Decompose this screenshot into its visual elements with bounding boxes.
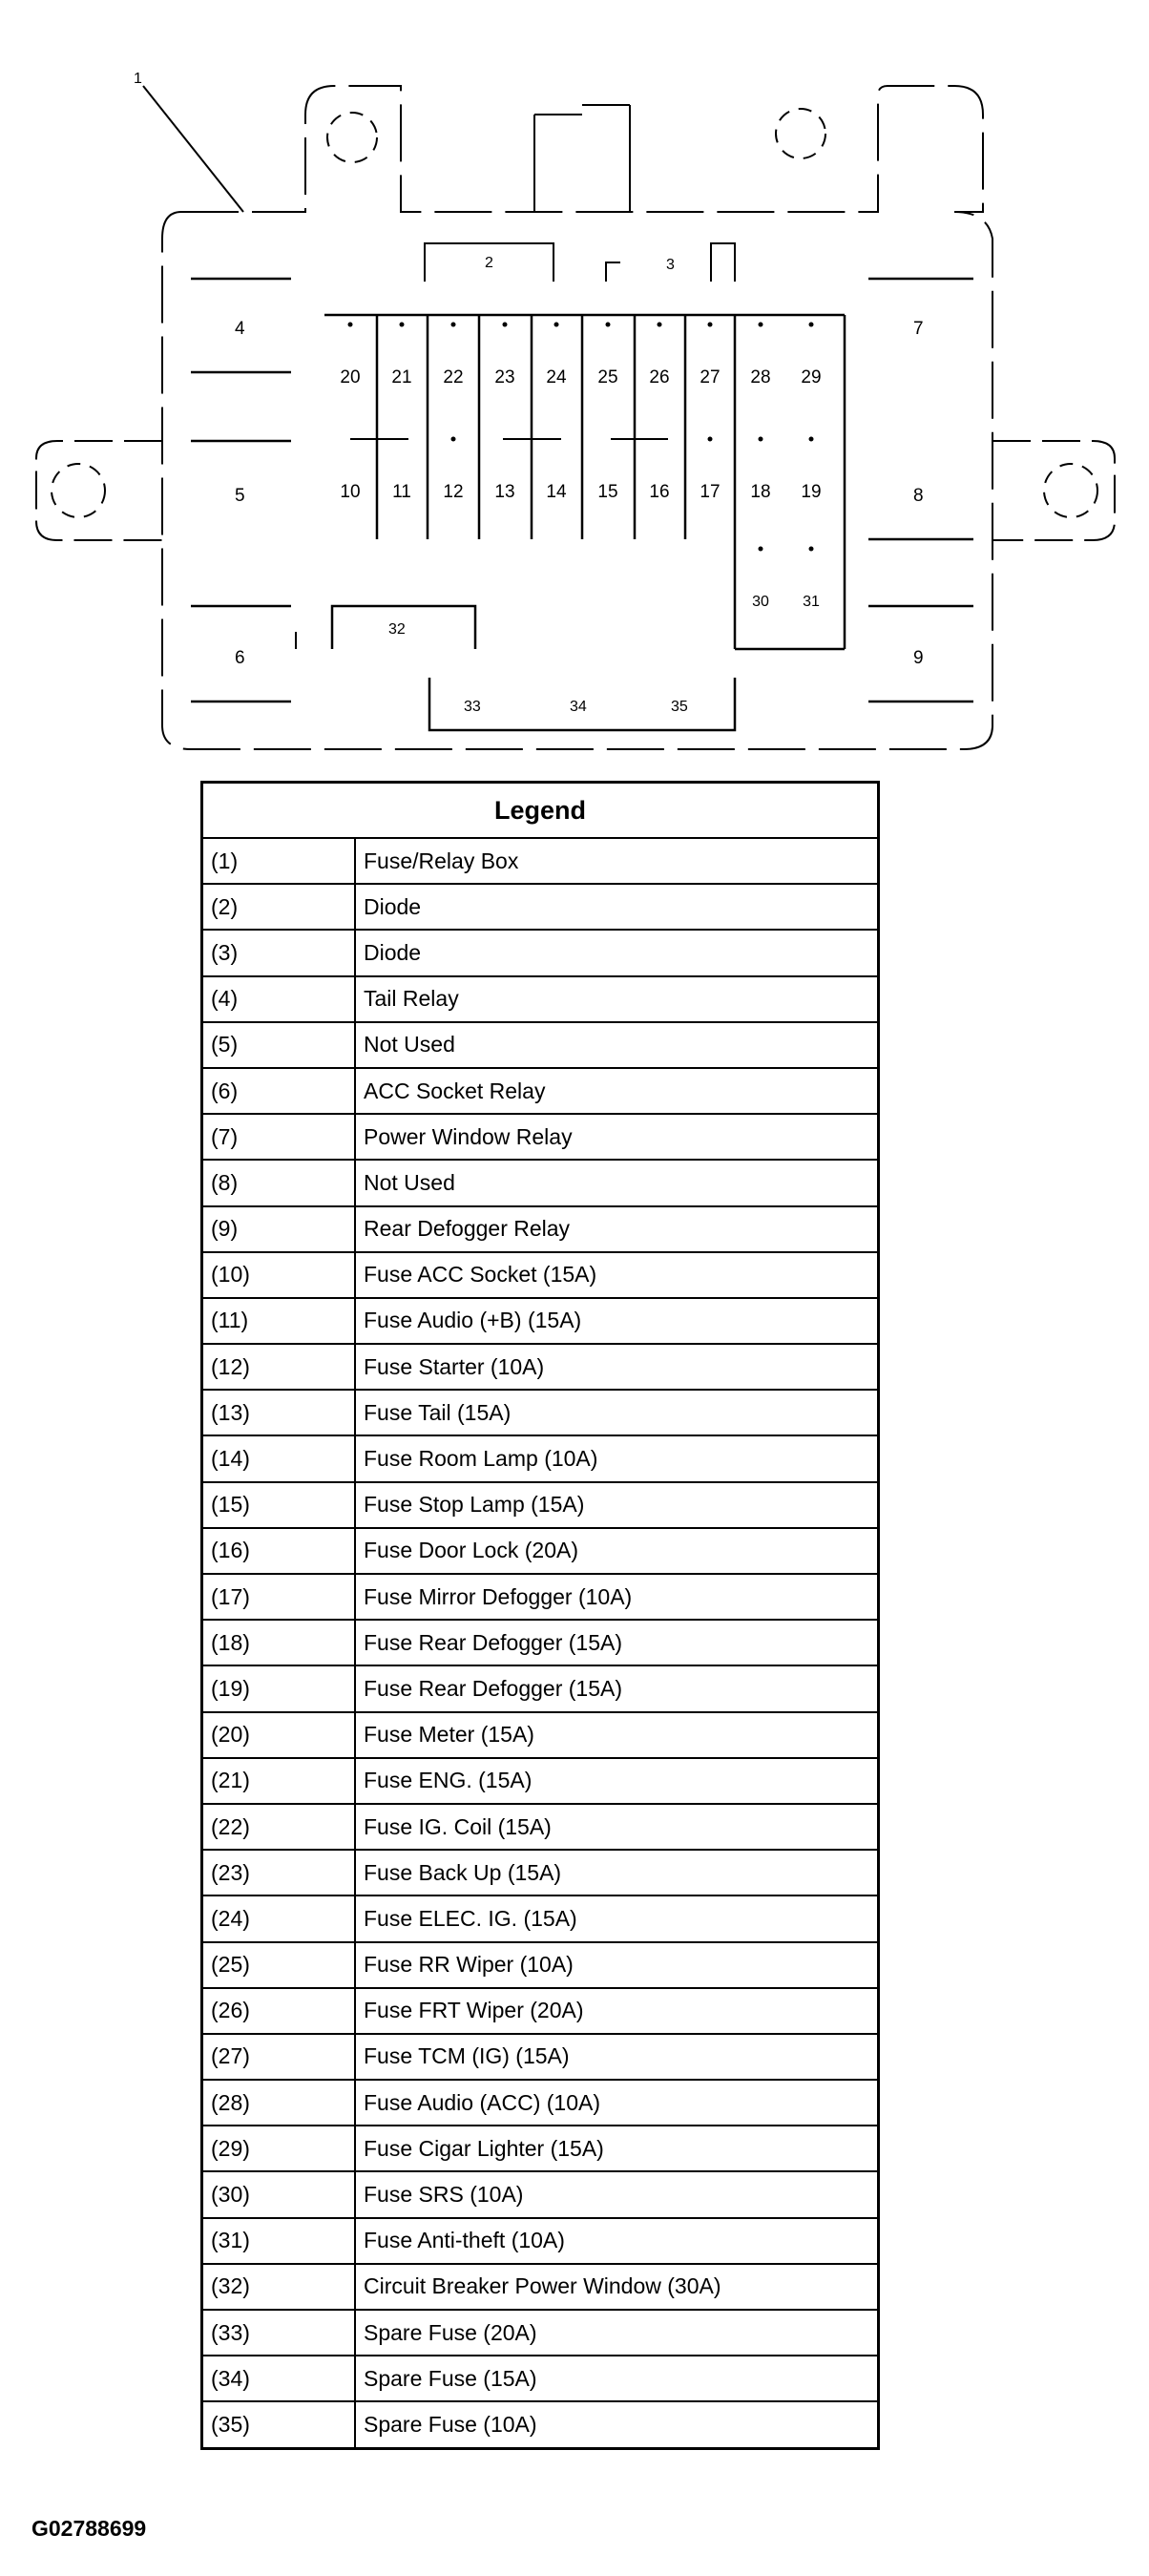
legend-row bbox=[202, 1528, 879, 1574]
legend-description: Fuse FRT Wiper (20A) bbox=[355, 1988, 879, 2034]
legend-row bbox=[202, 1206, 879, 1252]
legend-description: Spare Fuse (15A) bbox=[355, 2356, 879, 2401]
legend-description: Tail Relay bbox=[355, 976, 879, 1022]
legend-description: Rear Defogger Relay bbox=[355, 1206, 879, 1252]
legend-row bbox=[202, 1068, 879, 1114]
fuse-number: 17 bbox=[700, 482, 721, 502]
legend-description: Not Used bbox=[355, 1022, 879, 1068]
legend-row bbox=[202, 1160, 879, 1205]
callout-35: 35 bbox=[671, 699, 688, 715]
fuse-contacts bbox=[348, 323, 814, 552]
legend-row bbox=[202, 2310, 879, 2356]
legend-row bbox=[202, 1988, 879, 2034]
legend-row bbox=[202, 976, 879, 1022]
legend-row bbox=[202, 1114, 879, 1160]
legend-description: Fuse Back Up (15A) bbox=[355, 1850, 879, 1895]
legend-number: (31) bbox=[202, 2218, 356, 2264]
fuse-number: 10 bbox=[340, 482, 361, 502]
legend-title: Legend bbox=[202, 783, 879, 839]
legend-row bbox=[202, 1804, 879, 1850]
legend-description: Spare Fuse (20A) bbox=[355, 2310, 879, 2356]
callout-3: 3 bbox=[666, 257, 675, 273]
legend-row bbox=[202, 2218, 879, 2264]
callout-5: 5 bbox=[235, 486, 245, 506]
legend-number: (17) bbox=[202, 1574, 356, 1620]
fuse-number: 29 bbox=[801, 367, 822, 387]
legend-description: Fuse Audio (+B) (15A) bbox=[355, 1298, 879, 1344]
legend-number: (8) bbox=[202, 1160, 356, 1205]
legend-row bbox=[202, 930, 879, 975]
legend-number: (23) bbox=[202, 1850, 356, 1895]
legend-row bbox=[202, 2356, 879, 2401]
legend-row bbox=[202, 838, 879, 884]
legend-row bbox=[202, 2264, 879, 2310]
legend-description: Fuse Room Lamp (10A) bbox=[355, 1435, 879, 1481]
legend-row bbox=[202, 2126, 879, 2171]
legend-row bbox=[202, 1435, 879, 1481]
fuse-number: 31 bbox=[803, 594, 820, 610]
fuse-number: 19 bbox=[801, 482, 822, 502]
legend-number: (10) bbox=[202, 1252, 356, 1298]
legend-description: Fuse/Relay Box bbox=[355, 838, 879, 884]
legend-number: (5) bbox=[202, 1022, 356, 1068]
legend-description: Fuse SRS (10A) bbox=[355, 2171, 879, 2217]
legend-number: (3) bbox=[202, 930, 356, 975]
callout-2: 2 bbox=[485, 255, 493, 271]
legend-row bbox=[202, 1665, 879, 1711]
legend-number: (13) bbox=[202, 1390, 356, 1435]
fuse-number: 21 bbox=[391, 367, 412, 387]
fuse-number: 28 bbox=[750, 367, 771, 387]
legend-number: (32) bbox=[202, 2264, 356, 2310]
legend-table bbox=[200, 781, 880, 2450]
callout-32: 32 bbox=[388, 621, 406, 638]
fuse-number: 12 bbox=[443, 482, 464, 502]
legend-row bbox=[202, 1344, 879, 1390]
legend-description: Fuse TCM (IG) (15A) bbox=[355, 2034, 879, 2080]
diode-brackets bbox=[425, 243, 735, 282]
fuse-number: 22 bbox=[443, 367, 464, 387]
legend-header-row bbox=[202, 783, 879, 839]
legend-number: (16) bbox=[202, 1528, 356, 1574]
legend-number: (6) bbox=[202, 1068, 356, 1114]
fuse-number: 26 bbox=[649, 367, 670, 387]
fuse-number: 27 bbox=[700, 367, 721, 387]
legend-description: Fuse Meter (15A) bbox=[355, 1712, 879, 1758]
legend-number: (24) bbox=[202, 1895, 356, 1941]
legend-number: (7) bbox=[202, 1114, 356, 1160]
legend-description: Fuse Cigar Lighter (15A) bbox=[355, 2126, 879, 2171]
legend-body bbox=[202, 838, 879, 2448]
legend-number: (20) bbox=[202, 1712, 356, 1758]
legend-description: Circuit Breaker Power Window (30A) bbox=[355, 2264, 879, 2310]
legend-row bbox=[202, 1895, 879, 1941]
figure-id: G02788699 bbox=[31, 2516, 147, 2541]
legend-row bbox=[202, 1620, 879, 1665]
callout-34: 34 bbox=[570, 699, 587, 715]
legend-description: Fuse ENG. (15A) bbox=[355, 1758, 879, 1804]
fuse-box-outline bbox=[36, 86, 1115, 749]
legend-number: (14) bbox=[202, 1435, 356, 1481]
fuse-number: 16 bbox=[649, 482, 670, 502]
fuse-number: 18 bbox=[750, 482, 771, 502]
legend-row bbox=[202, 1482, 879, 1528]
legend-number: (1) bbox=[202, 838, 356, 884]
legend-number: (30) bbox=[202, 2171, 356, 2217]
legend-row bbox=[202, 1850, 879, 1895]
legend-number: (26) bbox=[202, 1988, 356, 2034]
legend-description: Fuse ACC Socket (15A) bbox=[355, 1252, 879, 1298]
legend-row bbox=[202, 884, 879, 930]
fuse-number: 14 bbox=[546, 482, 567, 502]
legend-number: (12) bbox=[202, 1344, 356, 1390]
legend-description: Fuse Starter (10A) bbox=[355, 1344, 879, 1390]
legend-row bbox=[202, 1022, 879, 1068]
fuse-number: 30 bbox=[752, 594, 769, 610]
fuse-number: 23 bbox=[494, 367, 515, 387]
legend-row bbox=[202, 1252, 879, 1298]
fuse-number: 13 bbox=[494, 482, 515, 502]
fuse-number: 25 bbox=[597, 367, 618, 387]
fuse-number: 20 bbox=[340, 367, 361, 387]
legend-description: Fuse Rear Defogger (15A) bbox=[355, 1665, 879, 1711]
legend-description: Fuse Rear Defogger (15A) bbox=[355, 1620, 879, 1665]
legend-number: (25) bbox=[202, 1942, 356, 1988]
callout-4: 4 bbox=[235, 319, 245, 339]
legend-description: Fuse Door Lock (20A) bbox=[355, 1528, 879, 1574]
legend-row bbox=[202, 2080, 879, 2126]
legend-number: (11) bbox=[202, 1298, 356, 1344]
legend-number: (35) bbox=[202, 2401, 356, 2448]
legend-number: (33) bbox=[202, 2310, 356, 2356]
legend-number: (21) bbox=[202, 1758, 356, 1804]
legend-description: Diode bbox=[355, 884, 879, 930]
callout-1-leader bbox=[143, 86, 243, 212]
legend-number: (19) bbox=[202, 1665, 356, 1711]
legend-description: Not Used bbox=[355, 1160, 879, 1205]
callout-6: 6 bbox=[235, 648, 245, 668]
legend-description: Diode bbox=[355, 930, 879, 975]
legend-number: (34) bbox=[202, 2356, 356, 2401]
legend-row bbox=[202, 2034, 879, 2080]
legend-description: Fuse RR Wiper (10A) bbox=[355, 1942, 879, 1988]
legend-row bbox=[202, 1712, 879, 1758]
legend-number: (29) bbox=[202, 2126, 356, 2171]
legend-row bbox=[202, 1390, 879, 1435]
legend-number: (27) bbox=[202, 2034, 356, 2080]
legend-row bbox=[202, 1758, 879, 1804]
legend-number: (18) bbox=[202, 1620, 356, 1665]
legend-description: Fuse Tail (15A) bbox=[355, 1390, 879, 1435]
callout-8: 8 bbox=[913, 486, 924, 506]
callout-33: 33 bbox=[464, 699, 481, 715]
legend-number: (9) bbox=[202, 1206, 356, 1252]
legend-number: (4) bbox=[202, 976, 356, 1022]
callout-1: 1 bbox=[134, 71, 142, 87]
legend-description: Fuse IG. Coil (15A) bbox=[355, 1804, 879, 1850]
legend-number: (15) bbox=[202, 1482, 356, 1528]
legend-description: Fuse Stop Lamp (15A) bbox=[355, 1482, 879, 1528]
legend-row bbox=[202, 1942, 879, 1988]
legend-description: Fuse Anti-theft (10A) bbox=[355, 2218, 879, 2264]
legend-row bbox=[202, 2401, 879, 2448]
legend-row bbox=[202, 1574, 879, 1620]
legend-description: Spare Fuse (10A) bbox=[355, 2401, 879, 2448]
legend-row bbox=[202, 2171, 879, 2217]
legend-number: (22) bbox=[202, 1804, 356, 1850]
fuse-number: 15 bbox=[597, 482, 618, 502]
legend-description: Fuse ELEC. IG. (15A) bbox=[355, 1895, 879, 1941]
legend-description: Fuse Mirror Defogger (10A) bbox=[355, 1574, 879, 1620]
legend-number: (2) bbox=[202, 884, 356, 930]
legend-description: ACC Socket Relay bbox=[355, 1068, 879, 1114]
legend-description: Fuse Audio (ACC) (10A) bbox=[355, 2080, 879, 2126]
legend-number: (28) bbox=[202, 2080, 356, 2126]
fuse-number: 24 bbox=[546, 367, 567, 387]
callout-7: 7 bbox=[913, 319, 924, 339]
fuse-number: 11 bbox=[392, 482, 411, 502]
legend-row bbox=[202, 1298, 879, 1344]
fuse-box-diagram bbox=[0, 0, 1149, 764]
callout-9: 9 bbox=[913, 648, 924, 668]
legend-description: Power Window Relay bbox=[355, 1114, 879, 1160]
